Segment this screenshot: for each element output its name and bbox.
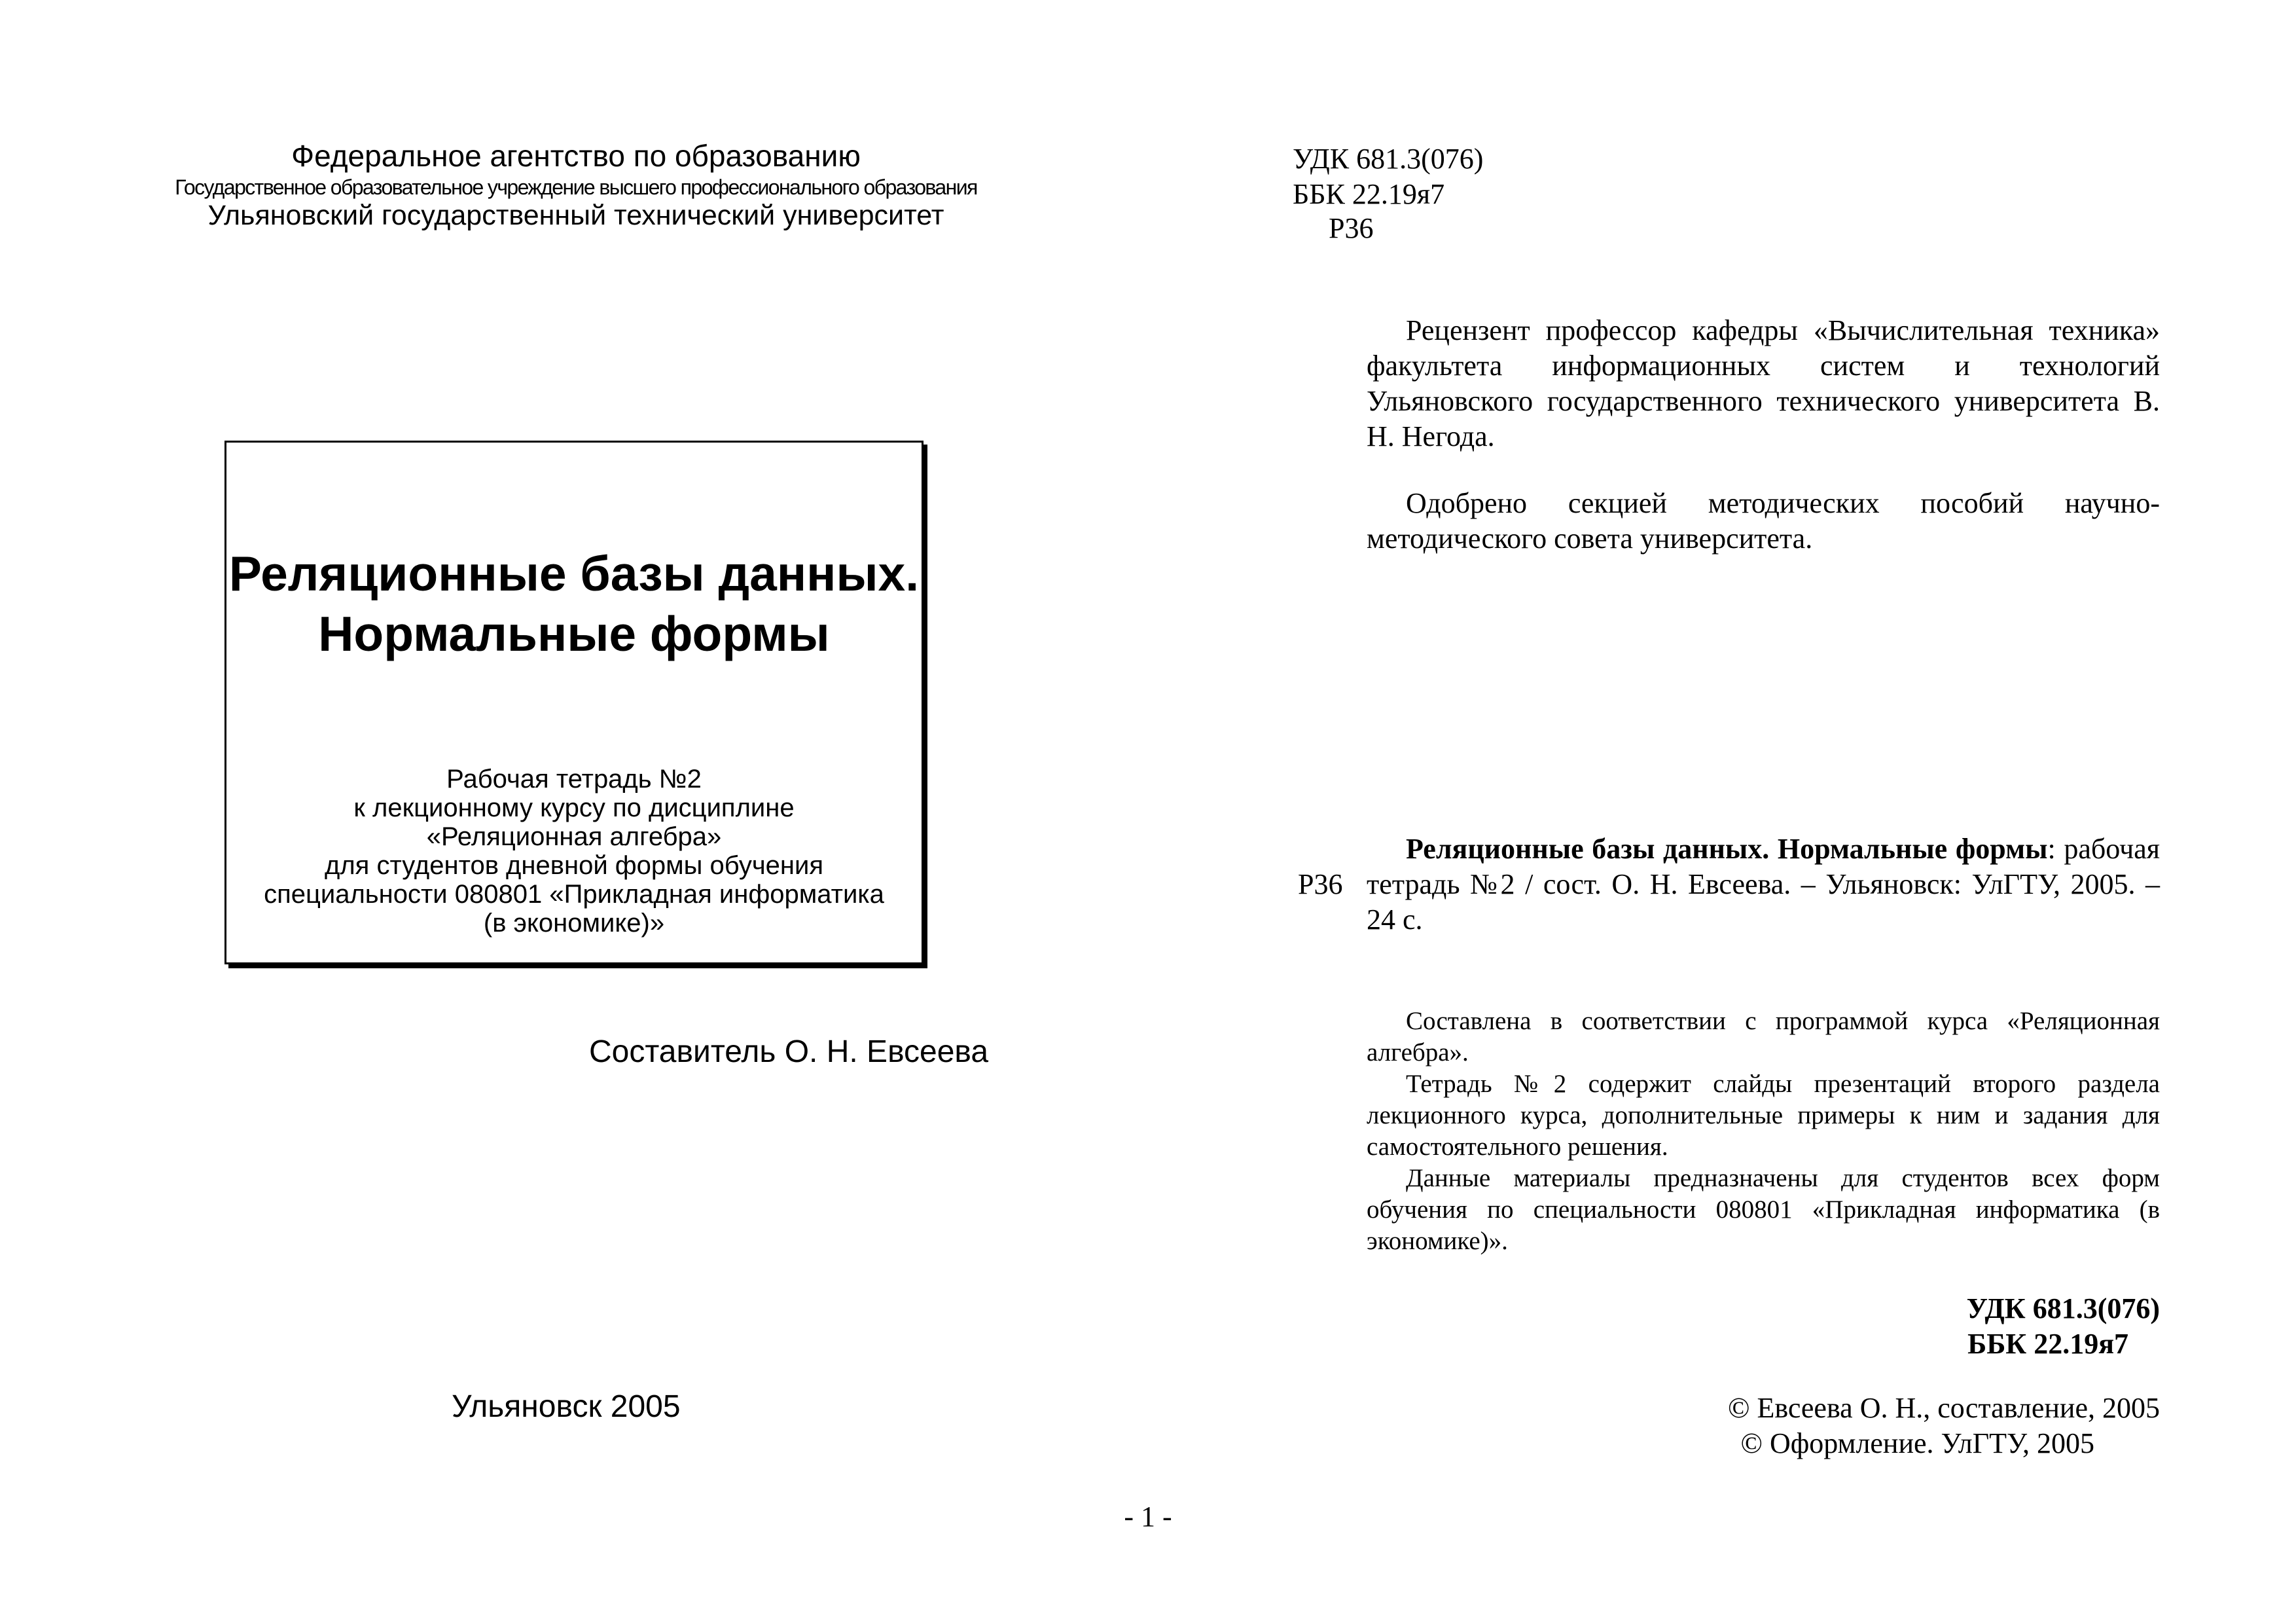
bbk-code-top: ББК 22.19я7 [1293,178,1445,210]
biblio-title: Реляционные базы данных. Нормальные формы [1406,833,2048,865]
header-agency: Федеральное агентство по образованию [291,139,861,173]
copyright-compilation: © Евсеева О. Н., составление, 2005 [1728,1392,2160,1424]
bbk-code-bottom: ББК 22.19я7 [1967,1328,2128,1360]
approval-paragraph: Одобрено секцией методических пособий научно-методического совета университета. [1367,487,2160,555]
annotation-paragraph: Составлена в соответствии с программой курса «Реляционная алгебра». [1367,1007,2160,1067]
author-code-top: Р36 [1329,212,1374,244]
subtitle-line-4: для студентов дневной формы обучения [325,851,823,880]
bibliographic-record [1367,831,2160,938]
city-year: Ульяновск 2005 [452,1389,681,1424]
subtitle-line-2: к лекционному курсу по дисциплине [353,793,795,822]
biblio-author-code: Р36 [1298,868,1343,900]
header-university: Ульяновский государственный технический университет [207,200,944,231]
subtitle-line-6: (в экономике)» [483,909,665,938]
udc-code-top: УДК 681.3(076) [1293,143,1484,175]
reviewer-paragraph: Рецензент профессор кафедры «Вычислительная техника» факультета информационных систем и технологий Ульяновского государственного технического университета В. Н. Негода. [1367,314,2160,452]
annotation-paragraph: Тетрадь №2 содержит слайды презентаций второго раздела лекционного курса, дополнительные примеры к ним и задания для самостоятельного решения. [1367,1070,2160,1161]
title-line-1: Реляционные базы данных. [228,546,920,601]
title-line-2: Нормальные формы [318,606,830,661]
biblio-details: : рабочая тетрадь №2 / сост. О. Н. Евсеева. – Ульяновск: УлГТУ, 2005. – 24 с. [1367,833,2160,936]
document-title [224,543,924,664]
subtitle-line-1: Рабочая тетрадь №2 [446,765,702,793]
page-number: - 1 - [1124,1501,1172,1533]
header-institution: Государственное образовательное учреждение высшего профессионального образования [175,175,977,199]
udc-code-bottom: УДК 681.3(076) [1966,1292,2160,1324]
subtitle-block [224,765,924,938]
annotation-paragraph: Данные материалы предназначены для студентов всех форм обучения по специальности 080801 «Прикладная информатика (в экономике)». [1367,1164,2160,1255]
compiler-credit: Составитель О. Н. Евсеева [589,1034,989,1069]
subtitle-line-5: специальности 080801 «Прикладная информатика [264,880,884,909]
annotation [1367,1006,2160,1257]
copyright-design: © Оформление. УлГТУ, 2005 [1740,1427,2094,1459]
subtitle-line-3: «Реляционная алгебра» [426,822,722,851]
